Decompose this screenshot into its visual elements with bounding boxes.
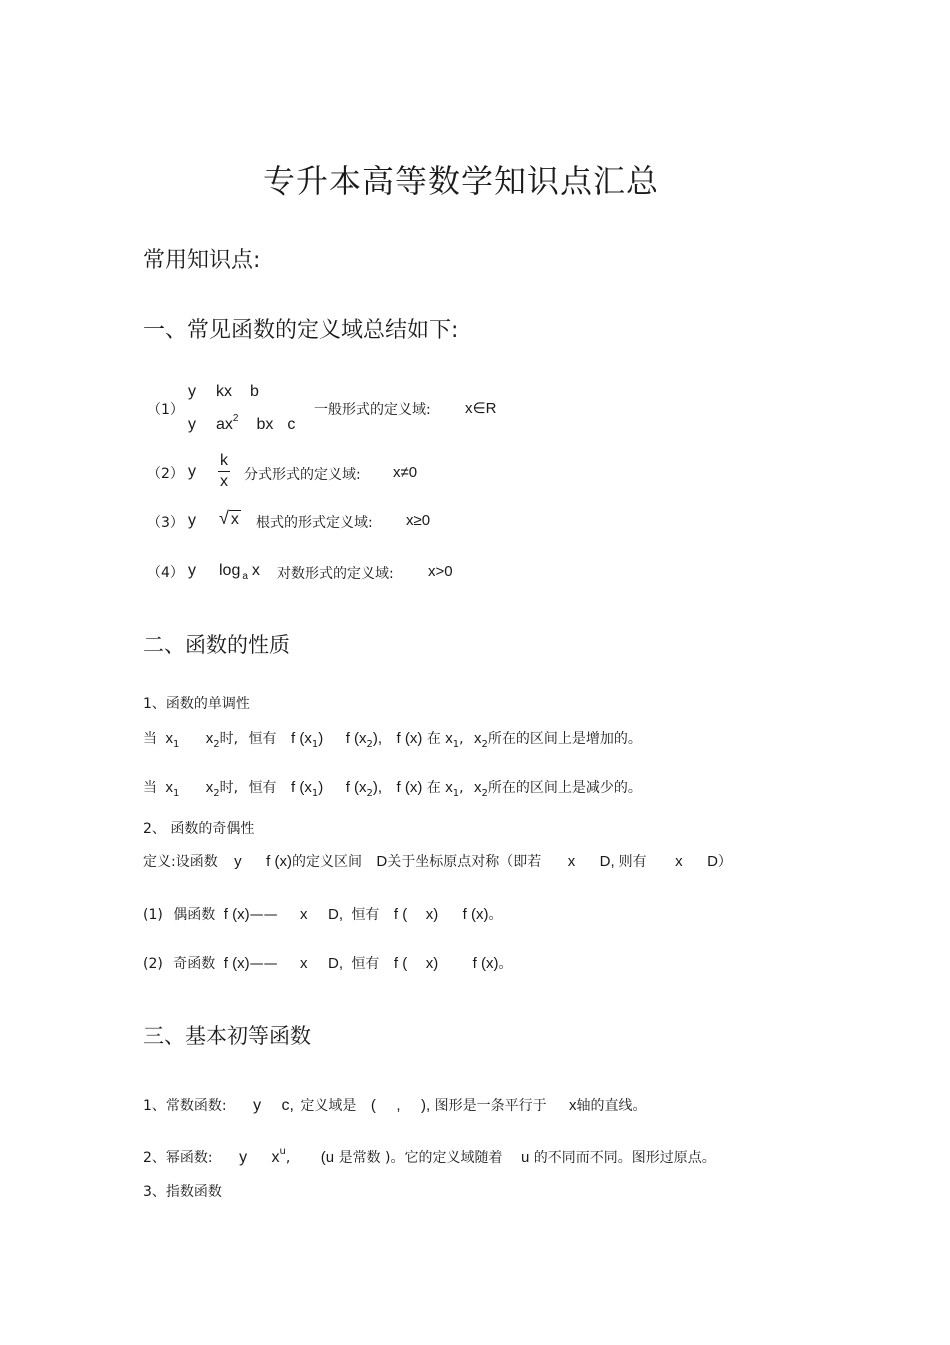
mono-dec-line: 当 $x_1$ $x_2$时, 恒有 f $(x_1)$ f $(x_2)$, f (x) 在 $x_1$, $x_2$所在的区间上是减少的。 [143,779,642,799]
even-function-line: (1) 偶函数 f (x)—— x D, 恒有 f ( x) f (x)。 [143,906,503,923]
section2-heading: 二、函数的性质 [143,633,290,657]
item1-domain: x∈R [465,400,497,417]
item4-domain: x>0 [428,563,453,580]
odd-function-line: (2) 奇函数 f (x)—— x D, 恒有 f ( x) f (x)。 [143,955,513,972]
item1-line1: y kx b [188,383,259,400]
item1-desc: 一般形式的定义域: [314,402,431,418]
item4-number: （4） [147,565,184,581]
parity-definition: 定义:设函数 y f (x)的定义区间 D关于坐标原点对称（即若 x D, 则有 x D） [143,853,732,870]
item2-domain: x≠0 [393,464,418,481]
section1-heading: 一、常见函数的定义域总结如下: [143,318,459,343]
constant-function-line: 1、常数函数: y c, 定义域是 ( , ), 图形是一条平行于 x轴的直线。 [143,1097,647,1114]
section3-heading: 三、基本初等函数 [143,1024,311,1048]
item2-y: y [188,463,196,480]
item4-desc: 对数形式的定义域: [277,566,394,582]
item3-number: （3） [147,515,184,531]
mono-inc-line: 当 $x_1$ $x_2$时, 恒有 f $(x_1)$ f $(x_2)$, f (x) 在 $x_1$, $x_2$所在的区间上是增加的。 [143,730,642,750]
item1-line2: y $ax^2$ bx c [188,413,296,433]
item3-sqrt: √ x [219,508,239,528]
item3-desc: 根式的形式定义域: [256,515,373,531]
item4-y: y [188,562,196,579]
item1-number: （1） [147,402,184,418]
item2-number: （2） [147,466,184,482]
item2-desc: 分式形式的定义域: [244,467,361,483]
power-function-line: 2、幂函数: y $x^u$, (u 是常数 )。它的定义域随着 u 的不同而不同。图形过原点。 [143,1146,716,1166]
monotonicity-heading: 1、函数的单调性 [143,696,250,712]
item3-domain: x≥0 [406,512,431,529]
item3-y: y [188,512,196,529]
item2-fraction: $\frac{k}{x}$ [220,452,228,490]
parity-heading: 2、 函数的奇偶性 [143,821,255,837]
page-title: 专升本高等数学知识点汇总 [263,162,660,200]
exponential-function-heading: 3、指数函数 [143,1184,222,1200]
item4-log: log $_a$ x [219,562,260,582]
section-common-heading: 常用知识点: [143,248,261,273]
